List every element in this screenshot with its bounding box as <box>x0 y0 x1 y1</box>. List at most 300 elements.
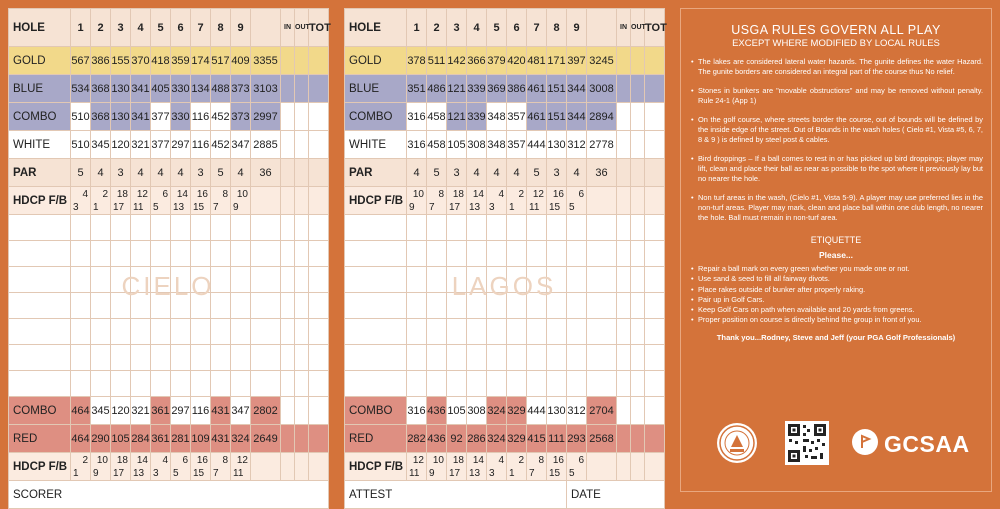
score-cell[interactable] <box>71 345 91 371</box>
score-cell[interactable] <box>547 345 567 371</box>
score-cell[interactable] <box>295 371 309 397</box>
score-cell[interactable] <box>295 241 309 267</box>
score-cell[interactable] <box>171 215 191 241</box>
score-cell[interactable] <box>309 267 329 293</box>
score-cell[interactable] <box>427 241 447 267</box>
score-cell[interactable] <box>567 267 587 293</box>
yardage: 488 <box>211 75 231 103</box>
score-cell[interactable] <box>211 293 231 319</box>
score-cell[interactable] <box>427 319 447 345</box>
score-cell[interactable] <box>281 345 295 371</box>
yardage-total: 3355 <box>251 47 281 75</box>
score-cell[interactable] <box>527 241 547 267</box>
score-cell[interactable] <box>151 215 171 241</box>
score-cell[interactable] <box>111 267 131 293</box>
score-cell[interactable] <box>251 319 281 345</box>
yardage: 111 <box>547 425 567 453</box>
score-cell[interactable] <box>587 293 617 319</box>
yardage: 134 <box>191 75 211 103</box>
tee-label: COMBO <box>345 397 407 425</box>
score-cell[interactable] <box>467 215 487 241</box>
score-cell[interactable] <box>467 267 487 293</box>
score-cell[interactable] <box>191 319 211 345</box>
score-cell[interactable] <box>251 345 281 371</box>
score-cell[interactable] <box>527 319 547 345</box>
handicap-front: 15 <box>549 467 561 479</box>
score-cell[interactable] <box>309 293 329 319</box>
score-cell[interactable] <box>171 293 191 319</box>
score-cell[interactable] <box>507 345 527 371</box>
score-entry-row[interactable] <box>9 215 329 241</box>
score-cell[interactable] <box>547 371 567 397</box>
score-cell[interactable] <box>487 267 507 293</box>
score-cell[interactable] <box>251 371 281 397</box>
score-cell[interactable] <box>111 293 131 319</box>
score-cell[interactable] <box>131 215 151 241</box>
score-cell[interactable] <box>617 215 631 241</box>
score-cell[interactable] <box>547 319 567 345</box>
score-cell[interactable] <box>91 319 111 345</box>
score-cell[interactable] <box>507 319 527 345</box>
handicap-front: 11 <box>529 201 540 213</box>
player-name-cell[interactable] <box>9 293 71 319</box>
score-cell[interactable] <box>191 241 211 267</box>
handicap-front: 9 <box>233 201 239 213</box>
handicap-forward-row <box>345 453 665 481</box>
score-cell[interactable] <box>617 345 631 371</box>
handicap-forward-row <box>9 453 329 481</box>
score-cell[interactable] <box>587 319 617 345</box>
blank-cell <box>617 103 631 131</box>
score-cell[interactable] <box>487 241 507 267</box>
score-cell[interactable] <box>281 319 295 345</box>
score-cell[interactable] <box>467 319 487 345</box>
blank-cell <box>251 453 281 481</box>
score-cell[interactable] <box>487 319 507 345</box>
score-cell[interactable] <box>617 371 631 397</box>
yardage: 316 <box>407 131 427 159</box>
handicap-cell <box>487 187 507 215</box>
handicap-back: 16 <box>196 188 208 200</box>
score-cell[interactable] <box>131 371 151 397</box>
yardage: 347 <box>231 131 251 159</box>
yardage: 121 <box>447 75 467 103</box>
handicap-cell <box>151 453 171 481</box>
etiquette-title: ETIQUETTE <box>810 235 862 245</box>
score-cell[interactable] <box>91 267 111 293</box>
score-cell[interactable] <box>71 215 91 241</box>
handicap-front: 1 <box>93 201 99 213</box>
handicap-cell <box>131 453 151 481</box>
score-cell[interactable] <box>309 241 329 267</box>
score-cell[interactable] <box>131 241 151 267</box>
yardage: 517 <box>211 47 231 75</box>
scorer-row[interactable] <box>9 481 329 509</box>
score-cell[interactable] <box>587 371 617 397</box>
hole-number: 6 <box>507 9 527 47</box>
score-entry-row[interactable] <box>345 267 665 293</box>
handicap-cell <box>527 187 547 215</box>
score-cell[interactable] <box>587 241 617 267</box>
logo-strip <box>681 421 991 469</box>
yardage: 286 <box>467 425 487 453</box>
score-cell[interactable] <box>281 241 295 267</box>
score-cell[interactable] <box>91 215 111 241</box>
qr-code-icon[interactable] <box>785 421 829 465</box>
score-cell[interactable] <box>251 267 281 293</box>
score-cell[interactable] <box>587 267 617 293</box>
par-value: 5 <box>427 159 447 187</box>
handicap-front: 3 <box>153 467 159 479</box>
score-cell[interactable] <box>295 267 309 293</box>
par-value: 5 <box>527 159 547 187</box>
hole-number: 9 <box>231 9 251 47</box>
blank-cell <box>309 425 329 453</box>
yardage: 461 <box>527 75 547 103</box>
score-cell[interactable] <box>631 241 645 267</box>
score-cell[interactable] <box>171 345 191 371</box>
score-entry-row[interactable] <box>9 319 329 345</box>
handicap-cell <box>567 187 587 215</box>
yardage: 344 <box>567 75 587 103</box>
handicap-front: 5 <box>173 467 179 479</box>
score-cell[interactable] <box>309 319 329 345</box>
tot-label: TOT <box>645 9 665 47</box>
score-cell[interactable] <box>427 267 447 293</box>
score-cell[interactable] <box>71 241 91 267</box>
score-cell[interactable] <box>309 345 329 371</box>
score-cell[interactable] <box>527 267 547 293</box>
score-cell[interactable] <box>507 215 527 241</box>
player-name-cell[interactable] <box>9 215 71 241</box>
score-cell[interactable] <box>151 319 171 345</box>
player-name-cell[interactable] <box>345 215 407 241</box>
score-entry-row[interactable] <box>9 293 329 319</box>
score-cell[interactable] <box>567 371 587 397</box>
yardage: 324 <box>487 425 507 453</box>
score-cell[interactable] <box>447 371 467 397</box>
score-cell[interactable] <box>507 293 527 319</box>
score-cell[interactable] <box>191 267 211 293</box>
blank-cell <box>645 103 665 131</box>
score-cell[interactable] <box>427 345 447 371</box>
yardage: 378 <box>407 47 427 75</box>
score-cell[interactable] <box>71 267 91 293</box>
etiquette-item: • Pair up in Golf Cars. <box>691 295 983 305</box>
score-cell[interactable] <box>407 267 427 293</box>
yardage: 366 <box>467 47 487 75</box>
player-name-cell[interactable] <box>9 241 71 267</box>
score-cell[interactable] <box>151 293 171 319</box>
hole-number: 7 <box>191 9 211 47</box>
score-cell[interactable] <box>295 215 309 241</box>
player-name-cell[interactable] <box>9 371 71 397</box>
score-cell[interactable] <box>191 215 211 241</box>
yardage: 130 <box>547 131 567 159</box>
score-cell[interactable] <box>467 371 487 397</box>
scorer-field[interactable]: SCORER <box>9 481 329 509</box>
player-name-cell[interactable] <box>345 345 407 371</box>
score-cell[interactable] <box>547 267 567 293</box>
score-cell[interactable] <box>251 293 281 319</box>
score-cell[interactable] <box>467 241 487 267</box>
score-cell[interactable] <box>487 371 507 397</box>
attest-row[interactable] <box>345 481 665 509</box>
score-cell[interactable] <box>487 293 507 319</box>
score-cell[interactable] <box>527 215 547 241</box>
score-cell[interactable] <box>251 215 281 241</box>
tee-label: COMBO <box>345 103 407 131</box>
player-name-cell[interactable] <box>345 241 407 267</box>
score-cell[interactable] <box>447 345 467 371</box>
score-entry-row[interactable] <box>345 345 665 371</box>
score-cell[interactable] <box>211 319 231 345</box>
score-cell[interactable] <box>111 371 131 397</box>
handicap-front: 7 <box>213 201 219 213</box>
score-cell[interactable] <box>171 319 191 345</box>
handicap-back: 14 <box>472 454 484 466</box>
score-cell[interactable] <box>427 371 447 397</box>
score-cell[interactable] <box>91 345 111 371</box>
blank-cell <box>309 103 329 131</box>
handicap-label: HDCP F/B <box>9 187 71 215</box>
score-cell[interactable] <box>295 345 309 371</box>
score-cell[interactable] <box>547 241 567 267</box>
score-cell[interactable] <box>617 293 631 319</box>
score-cell[interactable] <box>617 267 631 293</box>
score-cell[interactable] <box>309 371 329 397</box>
score-cell[interactable] <box>617 319 631 345</box>
score-cell[interactable] <box>631 267 645 293</box>
score-cell[interactable] <box>131 293 151 319</box>
score-cell[interactable] <box>507 267 527 293</box>
score-cell[interactable] <box>231 241 251 267</box>
handicap-front: 9 <box>429 467 435 479</box>
yardage: 368 <box>91 75 111 103</box>
player-name-cell[interactable] <box>9 345 71 371</box>
score-cell[interactable] <box>191 293 211 319</box>
score-cell[interactable] <box>91 293 111 319</box>
score-cell[interactable] <box>645 371 665 397</box>
score-cell[interactable] <box>295 293 309 319</box>
score-cell[interactable] <box>645 241 665 267</box>
handicap-back: 18 <box>116 454 128 466</box>
score-cell[interactable] <box>231 293 251 319</box>
score-cell[interactable] <box>295 319 309 345</box>
blank-cell <box>587 187 617 215</box>
score-cell[interactable] <box>111 319 131 345</box>
handicap-cell <box>427 187 447 215</box>
score-cell[interactable] <box>447 241 467 267</box>
score-cell[interactable] <box>527 371 547 397</box>
combo-tee-row <box>9 103 329 131</box>
score-cell[interactable] <box>211 215 231 241</box>
score-cell[interactable] <box>171 371 191 397</box>
course-name-watermark: CIELO <box>121 271 215 301</box>
score-cell[interactable] <box>645 293 665 319</box>
yardage: 345 <box>91 397 111 425</box>
score-cell[interactable] <box>447 267 467 293</box>
handicap-front: 5 <box>569 201 575 213</box>
player-name-cell[interactable] <box>345 267 407 293</box>
score-entry-row[interactable] <box>9 371 329 397</box>
score-cell[interactable] <box>645 215 665 241</box>
score-cell[interactable] <box>111 345 131 371</box>
score-cell[interactable] <box>131 319 151 345</box>
score-cell[interactable] <box>467 293 487 319</box>
score-cell[interactable] <box>71 371 91 397</box>
in-label: IN <box>617 9 631 47</box>
score-cell[interactable] <box>631 215 645 241</box>
score-cell[interactable] <box>91 241 111 267</box>
score-cell[interactable] <box>645 345 665 371</box>
score-cell[interactable] <box>151 267 171 293</box>
score-cell[interactable] <box>567 215 587 241</box>
combo-tee-row <box>345 103 665 131</box>
handicap-cell <box>427 453 447 481</box>
tee-label: COMBO <box>9 103 71 131</box>
score-cell[interactable] <box>309 215 329 241</box>
local-rules-list <box>691 57 983 223</box>
score-cell[interactable] <box>231 345 251 371</box>
yardage: 281 <box>171 425 191 453</box>
score-cell[interactable] <box>645 267 665 293</box>
score-cell[interactable] <box>111 241 131 267</box>
score-cell[interactable] <box>151 345 171 371</box>
score-cell[interactable] <box>131 267 151 293</box>
score-cell[interactable] <box>191 345 211 371</box>
score-cell[interactable] <box>407 293 427 319</box>
score-cell[interactable] <box>567 293 587 319</box>
score-cell[interactable] <box>645 319 665 345</box>
score-cell[interactable] <box>467 345 487 371</box>
score-cell[interactable] <box>211 345 231 371</box>
score-cell[interactable] <box>631 371 645 397</box>
score-cell[interactable] <box>427 293 447 319</box>
score-cell[interactable] <box>71 319 91 345</box>
score-cell[interactable] <box>231 371 251 397</box>
score-cell[interactable] <box>617 241 631 267</box>
score-cell[interactable] <box>211 267 231 293</box>
blank-cell <box>295 103 309 131</box>
score-cell[interactable] <box>231 319 251 345</box>
score-cell[interactable] <box>407 241 427 267</box>
score-cell[interactable] <box>447 215 467 241</box>
score-cell[interactable] <box>281 215 295 241</box>
score-entry-row[interactable] <box>345 371 665 397</box>
score-cell[interactable] <box>281 371 295 397</box>
blank-cell <box>645 47 665 75</box>
player-name-cell[interactable] <box>9 267 71 293</box>
attest-field[interactable]: ATTEST <box>345 481 567 509</box>
score-cell[interactable] <box>507 241 527 267</box>
score-cell[interactable] <box>547 215 567 241</box>
yardage: 464 <box>71 425 91 453</box>
score-cell[interactable] <box>427 215 447 241</box>
score-cell[interactable] <box>71 293 91 319</box>
blank-cell <box>617 131 631 159</box>
score-cell[interactable] <box>631 319 645 345</box>
yardage: 130 <box>547 397 567 425</box>
score-entry-row[interactable] <box>345 319 665 345</box>
score-cell[interactable] <box>487 215 507 241</box>
score-cell[interactable] <box>407 345 427 371</box>
score-cell[interactable] <box>407 215 427 241</box>
handicap-front: 15 <box>193 201 205 213</box>
player-name-cell[interactable] <box>345 319 407 345</box>
score-entry-row[interactable] <box>9 345 329 371</box>
score-cell[interactable] <box>587 345 617 371</box>
handicap-back: 18 <box>452 454 464 466</box>
player-name-cell[interactable] <box>345 371 407 397</box>
yardage-total: 2997 <box>251 103 281 131</box>
score-cell[interactable] <box>211 241 231 267</box>
score-cell[interactable] <box>547 293 567 319</box>
player-name-cell[interactable] <box>9 319 71 345</box>
handicap-back: 12 <box>532 188 544 200</box>
score-cell[interactable] <box>151 241 171 267</box>
etiquette-item: • Use sand & seed to fill all fairway divots. <box>691 274 983 284</box>
score-entry-row[interactable] <box>9 267 329 293</box>
yardage: 284 <box>131 425 151 453</box>
score-cell[interactable] <box>527 293 547 319</box>
score-cell[interactable] <box>407 371 427 397</box>
par-value: 4 <box>467 159 487 187</box>
handicap-cell <box>527 453 547 481</box>
score-cell[interactable] <box>91 371 111 397</box>
score-cell[interactable] <box>447 293 467 319</box>
score-cell[interactable] <box>631 293 645 319</box>
score-cell[interactable] <box>251 241 281 267</box>
score-cell[interactable] <box>171 267 191 293</box>
score-cell[interactable] <box>567 241 587 267</box>
score-cell[interactable] <box>171 241 191 267</box>
tee-label: GOLD <box>9 47 71 75</box>
blank-cell <box>631 103 645 131</box>
score-cell[interactable] <box>631 345 645 371</box>
score-cell[interactable] <box>111 215 131 241</box>
score-cell[interactable] <box>231 267 251 293</box>
yardage: 452 <box>211 131 231 159</box>
score-entry-row[interactable] <box>345 215 665 241</box>
handicap-back: 2 <box>102 188 108 200</box>
thanks-note: Thank you...Rodney, Steve and Jeff (your PGA Golf Professionals) <box>716 332 956 342</box>
score-cell[interactable] <box>587 215 617 241</box>
handicap-cell <box>507 187 527 215</box>
score-cell[interactable] <box>151 371 171 397</box>
date-field[interactable]: DATE <box>567 481 665 509</box>
score-cell[interactable] <box>507 371 527 397</box>
hole-number: 2 <box>91 9 111 47</box>
score-cell[interactable] <box>527 345 547 371</box>
score-entry-row[interactable] <box>345 293 665 319</box>
score-cell[interactable] <box>281 267 295 293</box>
score-entry-row[interactable] <box>345 241 665 267</box>
blank-cell <box>281 75 295 103</box>
score-cell[interactable] <box>191 371 211 397</box>
score-cell[interactable] <box>131 345 151 371</box>
score-cell[interactable] <box>567 319 587 345</box>
score-cell[interactable] <box>487 345 507 371</box>
score-cell[interactable] <box>447 319 467 345</box>
score-cell[interactable] <box>281 293 295 319</box>
score-cell[interactable] <box>567 345 587 371</box>
score-entry-row[interactable] <box>9 241 329 267</box>
score-cell[interactable] <box>211 371 231 397</box>
score-cell[interactable] <box>231 215 251 241</box>
player-name-cell[interactable] <box>345 293 407 319</box>
score-cell[interactable] <box>407 319 427 345</box>
